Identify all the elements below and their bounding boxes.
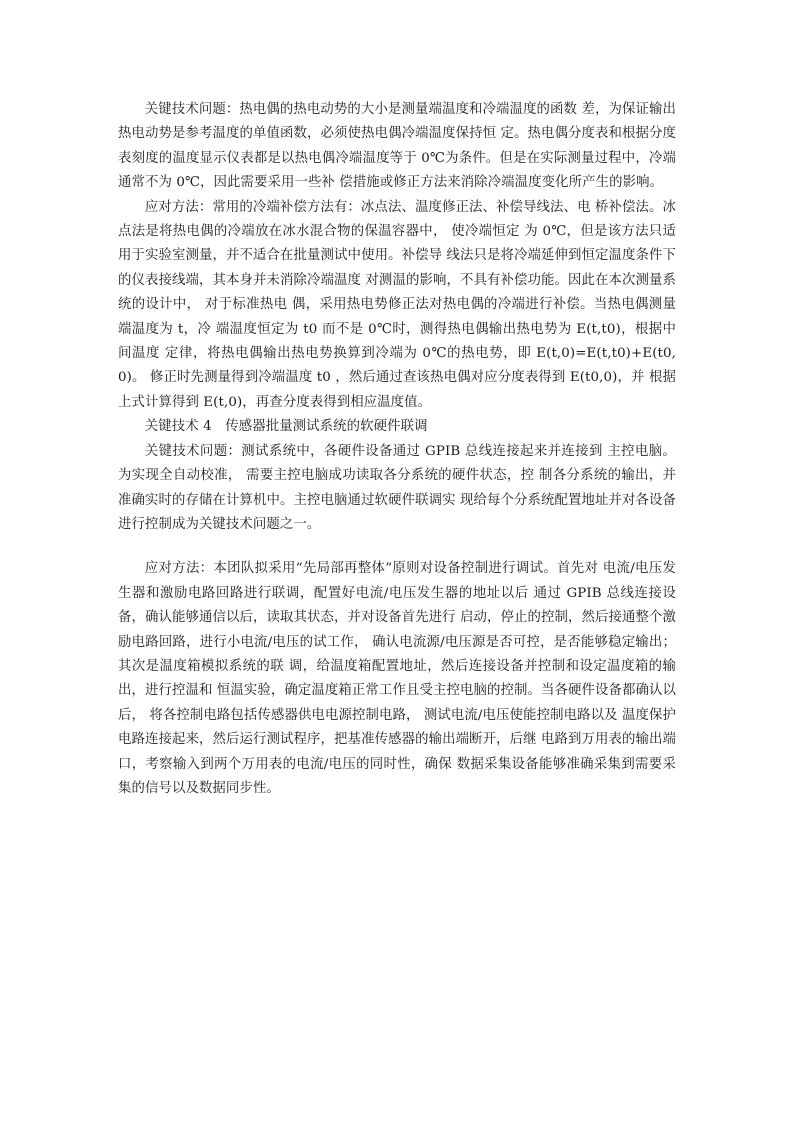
paragraph-joint-debug-problem: 关键技术问题：测试系统中，各硬件设备通过 GPIB 总线连接起来并连接到 主控电脑。为实现全自动校准， 需要主控电脑成功读取各分系统的硬件状态，控 制各分系统的输出，并准确实时的存储在计算机中。主控电脑通过软硬件联调实 现给每个分系统配置地址并对各设备进行控制成为关键技术问题之一。 [118,443,676,532]
paragraph-joint-debug-method: 应对方法：本团队拟采用“先局部再整体”原则对设备控制进行调试。首先对 电流/电压发生器和激励电路回路进行联调，配置好电流/电压发生器的地址以后 通过 GPIB 总线连接设备，确认能够通信以后，读取其状态，并对设备首先进行 启动，停止的控制，然后接通整个激励电路回路，进行小电流/电压的试工作， 确认电流源/电压源是否可控，是否能够稳定输出；其次是温度箱模拟系统的联 调，给温度箱配置地址，然后连接设备并控制和设定温度箱的输出，进行控温和 恒温实验，确定温度箱正常工作且受主控电脑的控制。当各硬件设备都确认以后， 将各控制电路包括传感器供电电源控制电路， 测试电流/电压使能控制电路以及 温度保护电路连接起来，然后运行测试程序，把基准传感器的输出端断开，后继 电路到万用表的输出端口，考察输入到两个万用表的电流/电压的同时性，确保 数据采集设备能够准确采集到需要采集的信号以及数据同步性。 [118,561,676,796]
paragraph-cold-junction-problem: 关键技术问题：热电偶的热电动势的大小是测量端温度和冷端温度的函数 差，为保证输出热电动势是参考温度的单值函数，必须使热电偶冷端温度保持恒 定。热电偶分度表和根据分度表刻度的温度显示仪表都是以热电偶冷端温度等于 0℃为条件。但是在实际测量过程中，冷端通常不为 0℃，因此需要采用一些补 偿措施或修正方法来消除冷端温度变化所产生的影响。 [118,102,676,191]
document-page [118,98,676,801]
paragraph-cold-junction-method: 应对方法：常用的冷端补偿方法有：冰点法、温度修正法、补偿导线法、电 桥补偿法。冰点法是将热电偶的冷端放在冰水混合物的保温容器中， 使冷端恒定 为 0℃，但是该方法只适用于实验室测量，并不适合在批量测试中使用。补偿导 线法只是将冷端延伸到恒定温度条件下的仪表接线端，其本身并未消除冷端温度 对测温的影响，不具有补偿功能。因此在本次测量系统的设计中， 对于标准热电 偶，采用热电势修正法对热电偶的冷端进行补偿。当热电偶测量端温度为 t，冷 端温度恒定为 t0 而不是 0℃时，测得热电偶输出热电势为 E(t,t0)，根据中间温度 定律，将热电偶输出热电势换算到冷端为 0℃的热电势，即 E(t,0)=E(t,t0)+E(t0,0)。 修正时先测量得到冷端温度 t0 ，然后通过查该热电偶对应分度表得到 E(t0,0)，并 根据上式计算得到 E(t,0)，再查分度表得到相应温度值。 [118,199,676,410]
section-heading-key-tech-4: 关键技术 4 传感器批量测试系统的软硬件联调 [144,419,428,435]
